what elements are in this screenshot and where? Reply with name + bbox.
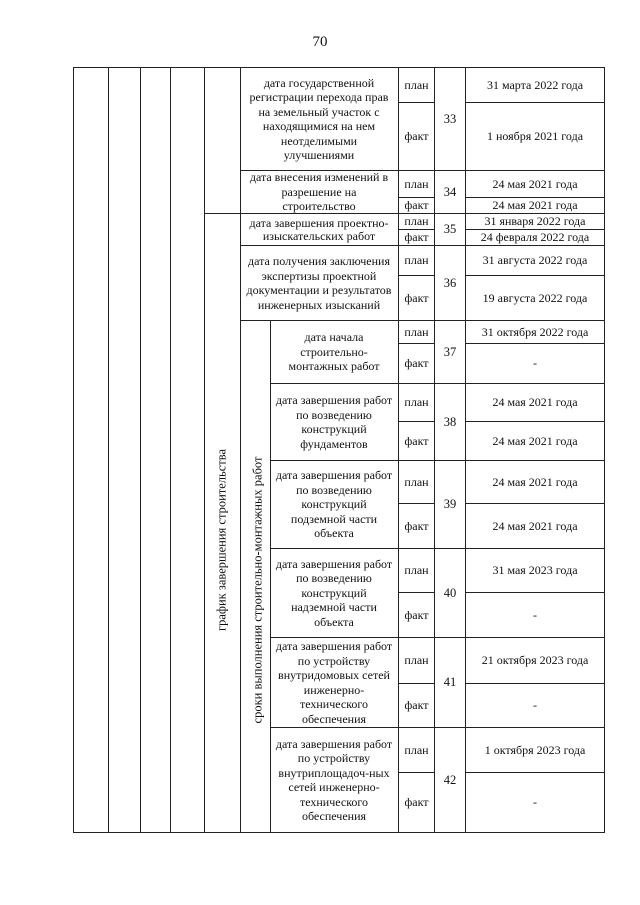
fact-date-value: 24 февраля 2022 года xyxy=(480,230,590,245)
fact-label: факт xyxy=(404,607,429,622)
plan-label: план xyxy=(404,474,429,489)
fact-label: факт xyxy=(404,230,429,245)
row-description: дата завершения работ по возведению конструкций надземной части объекта xyxy=(275,556,393,629)
page-number: 70 xyxy=(312,34,328,50)
plan-date-value: 31 октября 2022 года xyxy=(481,324,589,339)
row-number: 34 xyxy=(443,184,457,199)
fact-date-value: 1 ноября 2021 года xyxy=(486,129,584,144)
row-description: дата завершения работ по устройству внутриплощадоч-ных сетей инженерно-технического обеспечения xyxy=(275,736,393,823)
plan-date-value: 31 января 2022 года xyxy=(484,214,586,229)
fact-label: факт xyxy=(404,290,429,305)
fact-label: факт xyxy=(404,698,429,713)
fact-date-value: 24 мая 2021 года xyxy=(492,433,578,448)
fact-label: факт xyxy=(404,433,429,448)
column-line-2 xyxy=(140,67,141,832)
row-description: дата государственной регистрации перехода прав на земельный участок с находящимися на нем неотделимыми улучшениями xyxy=(249,75,389,162)
plan-date-value: 31 марта 2022 года xyxy=(486,77,584,92)
plan-label: план xyxy=(404,653,429,668)
plan-date-value: 24 мая 2021 года xyxy=(492,395,578,410)
plan-label: план xyxy=(404,324,429,339)
row-number: 37 xyxy=(443,344,457,359)
row-description: дата завершения работ по устройству внутридомовых сетей инженерно-технического обеспечения xyxy=(275,639,393,726)
plan-label: план xyxy=(404,253,429,268)
row-description: дата завершения работ по возведению конструкций подземной части объекта xyxy=(275,468,393,541)
plan-label: план xyxy=(404,563,429,578)
plan-label: план xyxy=(404,77,429,92)
row-number: 42 xyxy=(443,772,457,787)
plan-label: план xyxy=(404,742,429,757)
row-description: дата завершения работ по возведению конструкций фундаментов xyxy=(275,393,393,451)
plan-date-value: 24 мая 2021 года xyxy=(492,176,578,191)
plan-label: план xyxy=(404,176,429,191)
row-description: дата внесения изменений в разрешение на строительство xyxy=(249,171,389,213)
plan-label: план xyxy=(404,214,429,229)
fact-date-value: 24 мая 2021 года xyxy=(492,518,578,533)
fact-label: факт xyxy=(404,198,429,213)
row-number: 39 xyxy=(443,497,457,512)
fact-label: факт xyxy=(404,129,429,144)
side-label-outer: график завершения строительства xyxy=(214,448,229,632)
plan-date-value: 21 октября 2023 года xyxy=(481,653,589,668)
column-line-0 xyxy=(73,67,74,832)
column-line-1 xyxy=(108,67,109,832)
row-description: дата начала строительно-монтажных работ xyxy=(288,330,380,374)
row-number: 41 xyxy=(443,675,457,690)
row-number: 38 xyxy=(443,414,457,429)
row-line xyxy=(270,832,605,833)
row-description: дата завершения проектно-изыскательских работ xyxy=(249,215,389,243)
plan-date-value: 31 августа 2022 года xyxy=(482,253,588,268)
column-line-3 xyxy=(170,67,171,832)
row-number: 35 xyxy=(443,222,457,237)
fact-date-value: 19 августа 2022 года xyxy=(482,290,588,305)
column-line-5 xyxy=(604,67,605,832)
plan-label: план xyxy=(404,395,429,410)
row-number: 40 xyxy=(443,585,457,600)
fact-label: факт xyxy=(404,795,429,810)
side-label-inner: сроки выполнения строительно-монтажных работ xyxy=(250,456,265,724)
fact-label: факт xyxy=(404,518,429,533)
group-start-line xyxy=(204,213,240,214)
row-number: 36 xyxy=(443,275,457,290)
plan-date-value: 31 мая 2023 года xyxy=(492,563,578,578)
fact-date-value: - xyxy=(533,356,537,371)
fact-date-value: - xyxy=(533,795,537,810)
fact-label: факт xyxy=(404,356,429,371)
fact-date-value: - xyxy=(533,698,537,713)
fact-date-value: 24 мая 2021 года xyxy=(492,198,578,213)
plan-date-value: 24 мая 2021 года xyxy=(492,474,578,489)
plan-date-value: 1 октября 2023 года xyxy=(484,742,586,757)
row-description: дата получения заключения экспертизы проектной документации и результатов инженерных изысканий xyxy=(246,254,392,312)
fact-date-value: - xyxy=(533,607,537,622)
row-number: 33 xyxy=(443,111,457,126)
column-line-4 xyxy=(204,67,205,832)
